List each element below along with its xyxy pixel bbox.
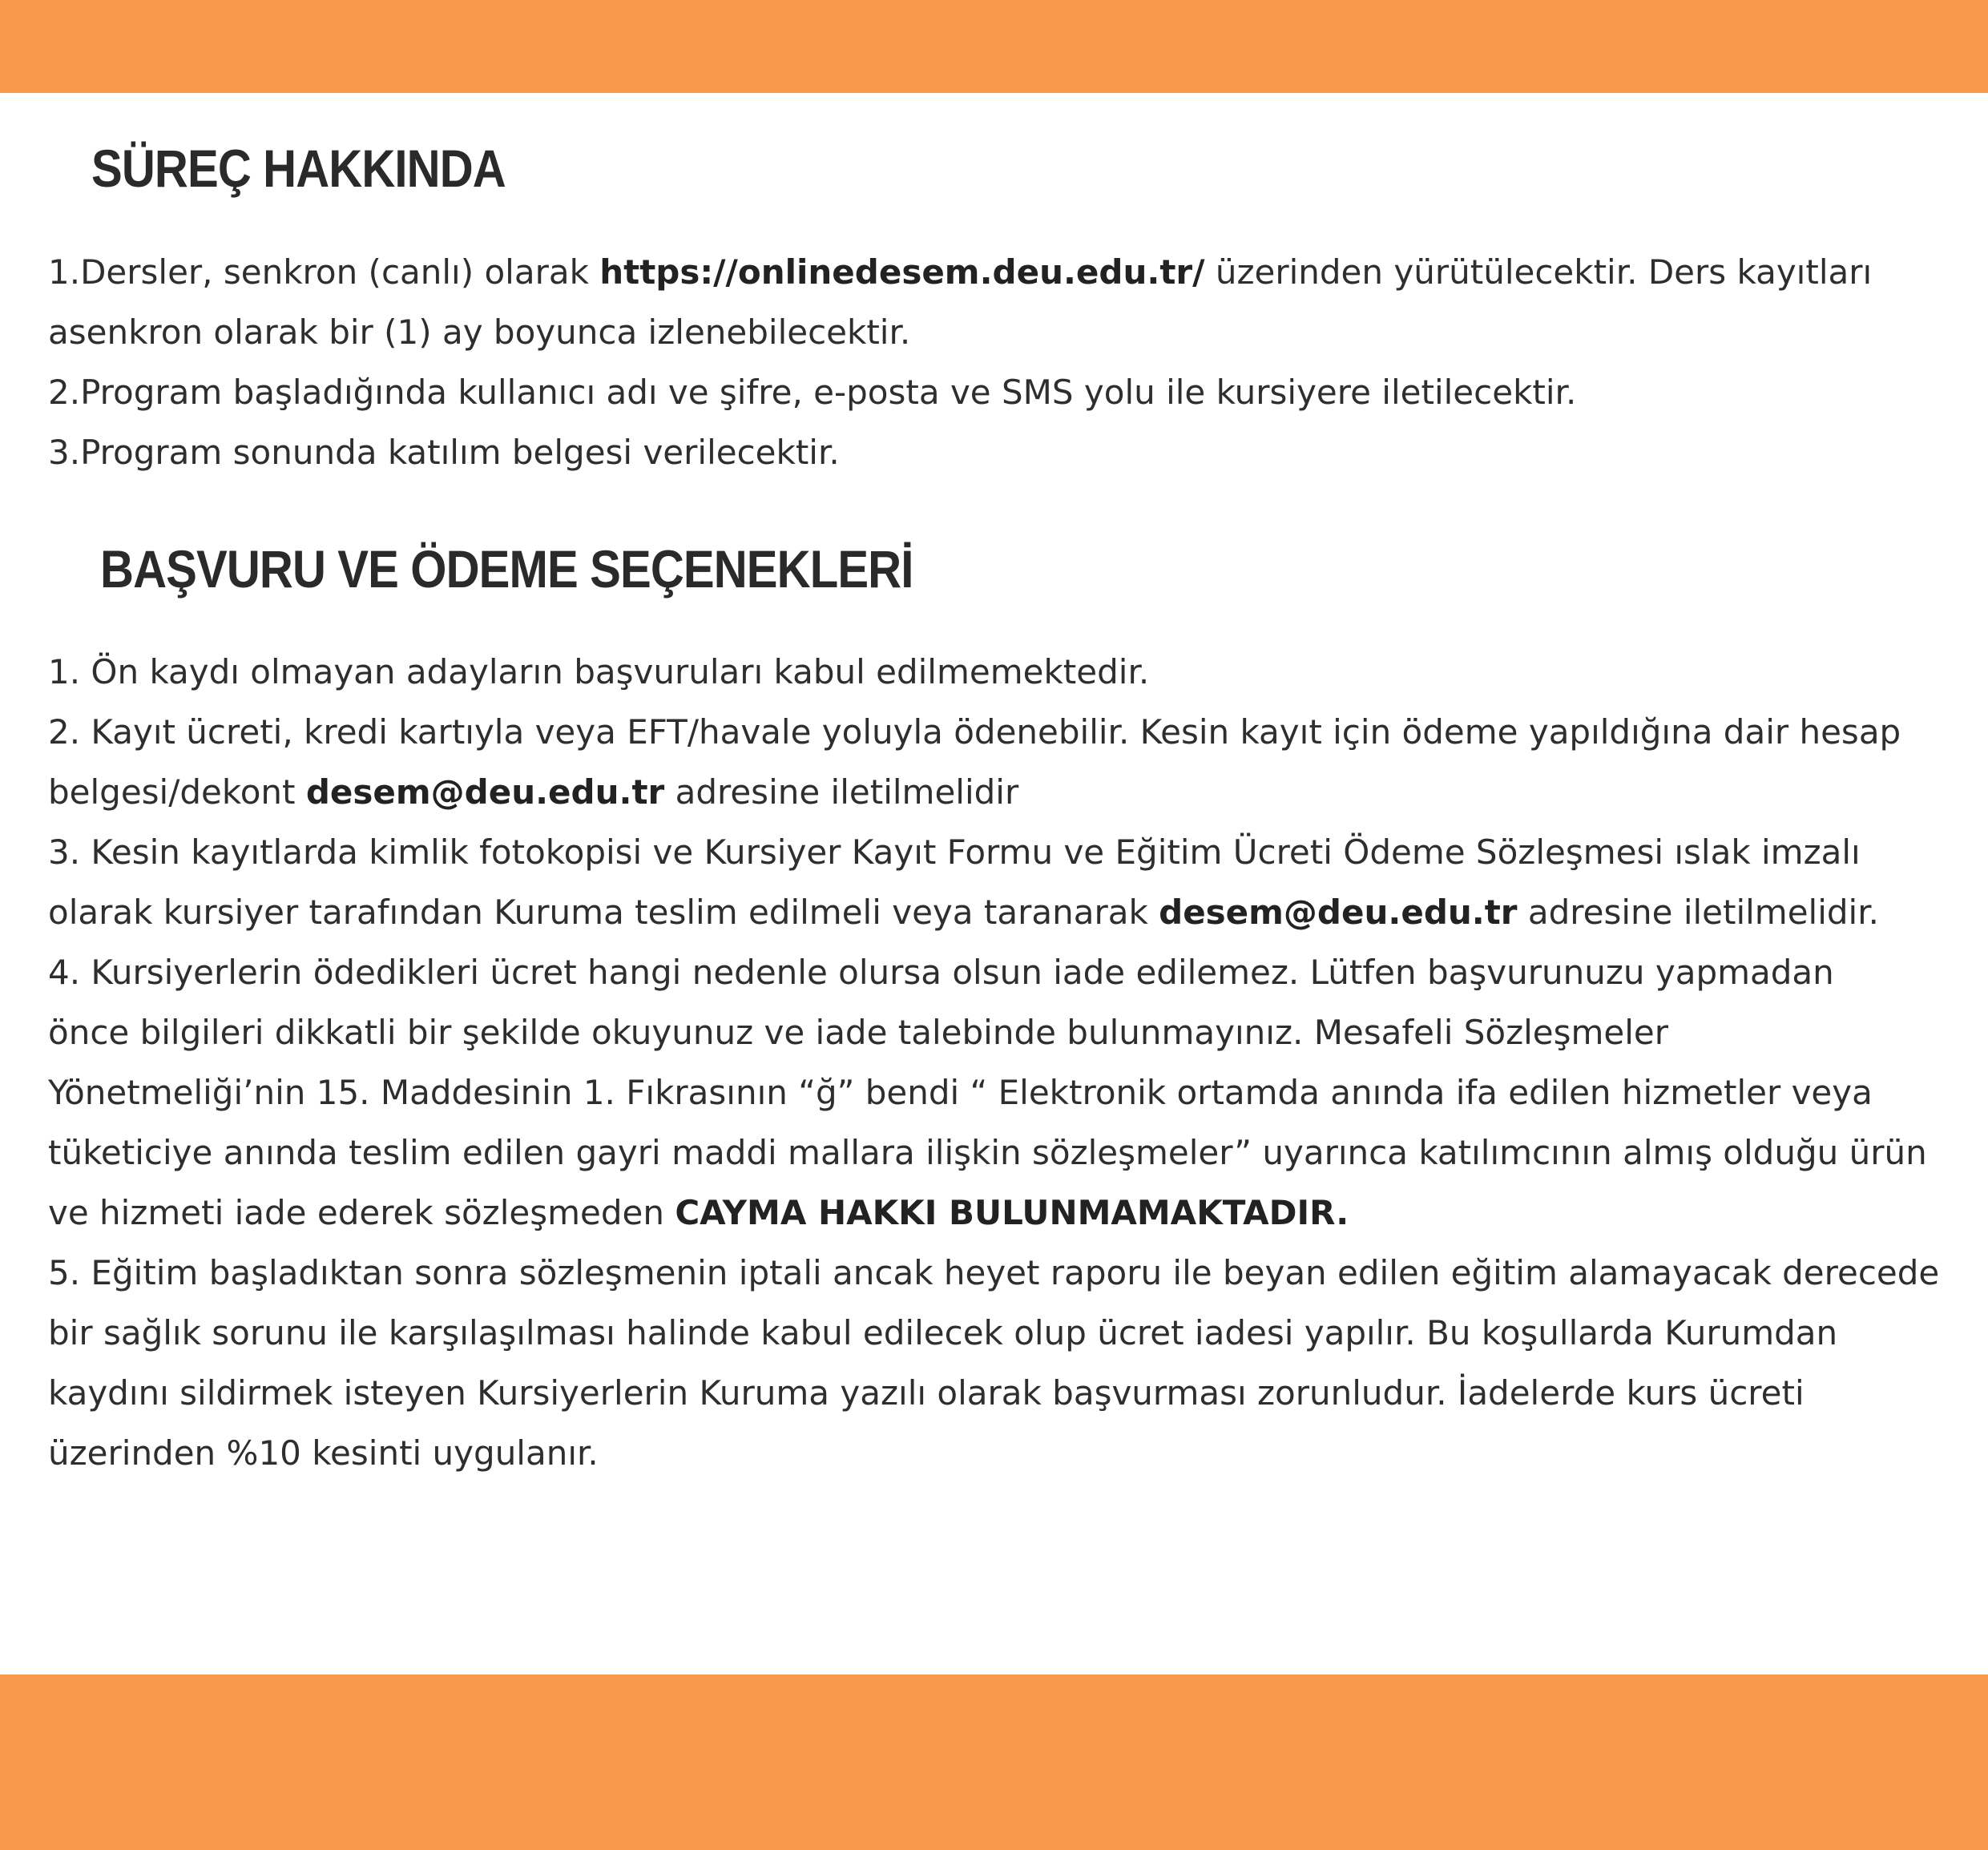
text-line	[48, 822, 1955, 882]
bottom-accent-band	[0, 1675, 1988, 1850]
line-text: üzerinden yürütülecektir. Ders kayıtları	[1204, 252, 1873, 292]
bold-emphasis-text: desem@deu.edu.tr	[305, 772, 665, 812]
text-line	[48, 642, 1955, 702]
bold-emphasis-text: https://onlinedesem.deu.edu.tr/	[599, 252, 1205, 292]
line-text: tüketiciye anında teslim edilen gayri maddi mallara ilişkin sözleşmeler” uyarınca katılımcının almış olduğu ürün	[48, 1133, 1927, 1172]
line-text: Yönetmeliği’nin 15. Maddesinin 1. Fıkrasının “ğ” bendi “ Elektronik ortamda anında ifa edilen hizmetler veya	[48, 1073, 1873, 1112]
line-text: 3. Kesin kayıtlarda kimlik fotokopisi ve Kursiyer Kayıt Formu ve Eğitim Ücreti Ödeme Sözleşmesi ıslak imzalı	[48, 832, 1861, 872]
section-title-application-payment: BAŞVURU VE ÖDEME SEÇENEKLERİ	[100, 539, 913, 599]
process-text-block	[48, 242, 1955, 482]
top-accent-band	[0, 0, 1988, 93]
line-text: bir sağlık sorunu ile karşılaşılması halinde kabul edilecek olup ücret iadesi yapılır. Bu koşullarda Kurumdan	[48, 1313, 1838, 1352]
line-text: belgesi/dekont	[48, 772, 306, 812]
line-text: olarak kursiyer tarafından Kuruma teslim edilmeli veya taranarak	[48, 893, 1159, 932]
line-text: kaydını sildirmek isteyen Kursiyerlerin Kuruma yazılı olarak başvurması zorunludur. İadelerde kurs ücreti	[48, 1373, 1805, 1413]
line-text: 2.Program başladığında kullanıcı adı ve şifre, e-posta ve SMS yolu ile kursiyere iletilecektir.	[48, 373, 1577, 412]
line-text: asenkron olarak bir (1) ay boyunca izlenebilecektir.	[48, 312, 911, 352]
line-text: adresine iletilmelidir.	[1517, 893, 1879, 932]
section-title-process: SÜREÇ HAKKINDA	[91, 139, 506, 198]
line-text: ve hizmeti iade ederek sözleşmeden	[48, 1193, 675, 1232]
bold-emphasis-text: CAYMA HAKKI BULUNMAMAKTADIR.	[675, 1193, 1349, 1232]
text-line	[48, 1002, 1955, 1062]
text-line	[48, 362, 1955, 422]
text-line	[48, 302, 1955, 362]
text-line	[48, 882, 1955, 942]
line-text: 1.Dersler, senkron (canlı) olarak	[48, 252, 600, 292]
text-line	[48, 762, 1955, 822]
line-text: önce bilgileri dikkatli bir şekilde okuyunuz ve iade talebinde bulunmayınız. Mesafeli Sözleşmeler	[48, 1013, 1669, 1052]
text-line	[48, 1243, 1955, 1303]
text-line	[48, 1423, 1955, 1483]
line-text: 5. Eğitim başladıktan sonra sözleşmenin iptali ancak heyet raporu ile beyan edilen eğitim alamayacak derecede	[48, 1253, 1940, 1292]
text-line	[48, 1363, 1955, 1423]
text-line	[48, 1122, 1955, 1183]
line-text: 1. Ön kaydı olmayan adayların başvuruları kabul edilmemektedir.	[48, 652, 1150, 691]
line-text: 4. Kursiyerlerin ödedikleri ücret hangi nedenle olursa olsun iade edilemez. Lütfen başvurunuzu yapmadan	[48, 953, 1834, 992]
text-line	[48, 702, 1955, 762]
text-line	[48, 1183, 1955, 1243]
line-text: 3.Program sonunda katılım belgesi verilecektir.	[48, 433, 840, 472]
application-text-block	[48, 642, 1955, 1483]
text-line	[48, 1062, 1955, 1122]
text-line	[48, 942, 1955, 1002]
line-text: 2. Kayıt ücreti, kredi kartıyla veya EFT/havale yoluyla ödenebilir. Kesin kayıt için ödeme yapıldığına dair hesap	[48, 712, 1901, 752]
line-text: üzerinden %10 kesinti uygulanır.	[48, 1433, 599, 1473]
text-line	[48, 242, 1955, 302]
bold-emphasis-text: desem@deu.edu.tr	[1159, 893, 1518, 932]
text-line	[48, 1303, 1955, 1363]
line-text: adresine iletilmelidir	[664, 772, 1019, 812]
text-line	[48, 422, 1955, 482]
